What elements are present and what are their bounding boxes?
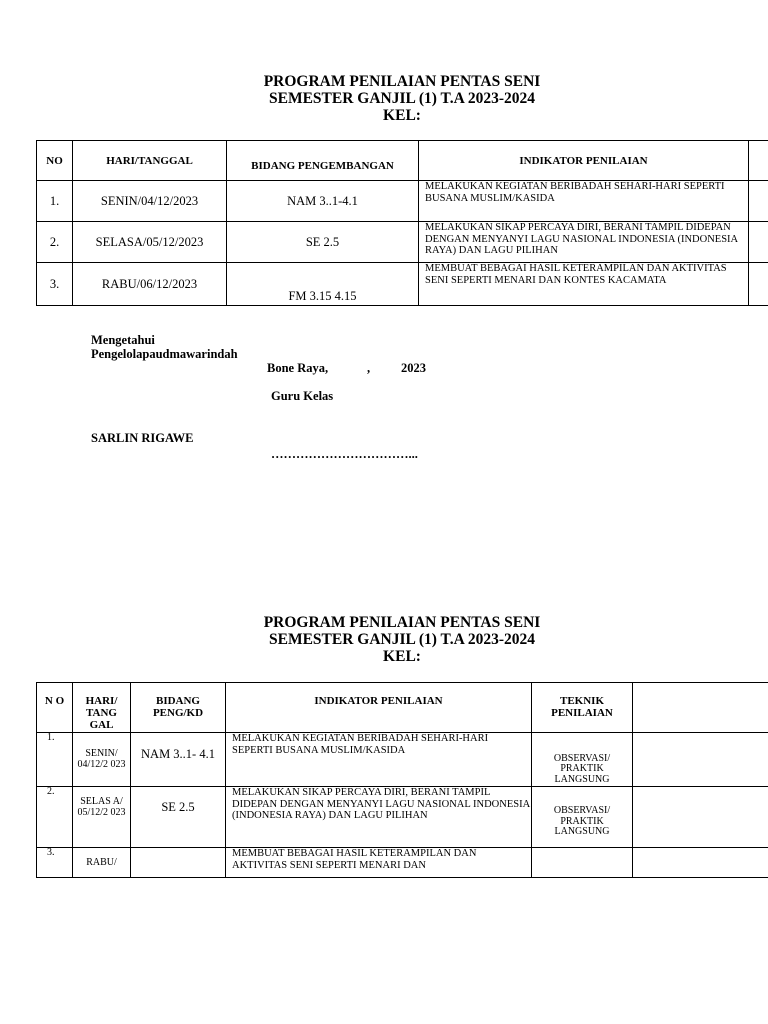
cell-empty (633, 787, 768, 848)
subtitle-kel-2: KEL: (383, 648, 421, 665)
header-indikator: INDIKATOR PENILAIAN (419, 141, 749, 181)
header-bidang: BIDANG PENG/KD (131, 683, 226, 733)
cell-bidang: SE 2.5 (227, 222, 419, 263)
page-title-2: PROGRAM PENILAIAN PENTAS SENI (263, 614, 541, 631)
cell-no: 3. (37, 263, 73, 306)
header-no: N O (37, 683, 73, 733)
cell-teknik: OBSERVASI/ PRAKTIK LANGSUNG (532, 733, 633, 787)
mengetahui-label: Mengetahui (91, 333, 155, 347)
cell-empty (749, 181, 768, 222)
table-header-row (37, 683, 768, 733)
cell-no: 3. (37, 848, 73, 878)
cell-bidang: FM 3.15 4.15 (227, 263, 419, 306)
year-label: 2023 (401, 361, 426, 375)
cell-empty (749, 263, 768, 306)
cell-empty (749, 222, 768, 263)
cell-bidang: NAM 3..1- 4.1 (131, 733, 226, 787)
header-no: NO (37, 141, 73, 181)
cell-no: 2. (37, 787, 73, 848)
table-row (37, 733, 768, 787)
cell-indikator: MELAKUKAN KEGIATAN BERIBADAH SEHARI-HARI SEPERTI BUSANA MUSLIM/KASIDA (226, 733, 532, 787)
place-label: Bone Raya, (267, 361, 329, 375)
signatory-name: SARLIN RIGAWE (91, 431, 194, 445)
date-comma: , (367, 361, 371, 375)
header-indikator: INDIKATOR PENILAIAN (226, 683, 532, 733)
table-row (37, 848, 768, 878)
header-empty (633, 683, 768, 733)
table-row (37, 787, 768, 848)
cell-hari: SELAS A/ 05/12/2 023 (73, 787, 131, 848)
cell-empty (633, 848, 768, 878)
header-empty (749, 141, 768, 181)
cell-indikator: MEMBUAT BEBAGAI HASIL KETERAMPILAN DAN AKTIVITAS SENI SEPERTI MENARI DAN (226, 848, 532, 878)
table-row (37, 263, 768, 306)
cell-bidang: NAM 3..1-4.1 (227, 181, 419, 222)
page-title-1: PROGRAM PENILAIAN PENTAS SENI (263, 73, 541, 90)
assessment-table-2 (36, 682, 768, 878)
cell-indikator: MEMBUAT BEBAGAI HASIL KETERAMPILAN DAN AKTIVITAS SENI SEPERTI MENARI DAN KONTES KACAMATA (419, 263, 749, 306)
cell-teknik (532, 848, 633, 878)
guru-kelas-label: Guru Kelas (271, 389, 334, 403)
cell-indikator: MELAKUKAN SIKAP PERCAYA DIRI, BERANI TAMPIL DIDEPAN DENGAN MENYANYI LAGU NASIONAL INDONESIA (INDONESIA RAYA) DAN LAGU PILIHAN (226, 787, 532, 848)
cell-indikator: MELAKUKAN KEGIATAN BERIBADAH SEHARI-HARI SEPERTI BUSANA MUSLIM/KASIDA (419, 181, 749, 222)
cell-hari: SENIN/04/12/2023 (73, 181, 227, 222)
cell-no: 1. (37, 181, 73, 222)
header-hari-tanggal: HARI/ TANG GAL (73, 683, 131, 733)
cell-hari: RABU/06/12/2023 (73, 263, 227, 306)
subtitle-kel-1: KEL: (383, 107, 421, 124)
cell-hari: RABU/ (73, 848, 131, 878)
signature-dots: ……………………………... (271, 447, 418, 461)
table-header-row (37, 141, 768, 181)
cell-teknik: OBSERVASI/ PRAKTIK LANGSUNG (532, 787, 633, 848)
assessment-table-1 (36, 140, 768, 306)
subtitle-semester-1: SEMESTER GANJIL (1) T.A 2023-2024 (269, 90, 535, 107)
cell-hari: SELASA/05/12/2023 (73, 222, 227, 263)
pengelola-label: Pengelolapaudmawarindah (91, 347, 238, 361)
header-hari-tanggal: HARI/TANGGAL (73, 141, 227, 181)
header-teknik: TEKNIK PENILAIAN (532, 683, 633, 733)
header-bidang: BIDANG PENGEMBANGAN (227, 141, 419, 181)
cell-no: 1. (37, 733, 73, 787)
table-row (37, 181, 768, 222)
cell-indikator: MELAKUKAN SIKAP PERCAYA DIRI, BERANI TAMPIL DIDEPAN DENGAN MENYANYI LAGU NASIONAL INDONESIA (INDONESIA RAYA) DAN LAGU PILIHAN (419, 222, 749, 263)
cell-no: 2. (37, 222, 73, 263)
subtitle-semester-2: SEMESTER GANJIL (1) T.A 2023-2024 (269, 631, 535, 648)
cell-empty (633, 733, 768, 787)
cell-bidang (131, 848, 226, 878)
cell-bidang: SE 2.5 (131, 787, 226, 848)
table-row (37, 222, 768, 263)
cell-hari: SENIN/ 04/12/2 023 (73, 733, 131, 787)
